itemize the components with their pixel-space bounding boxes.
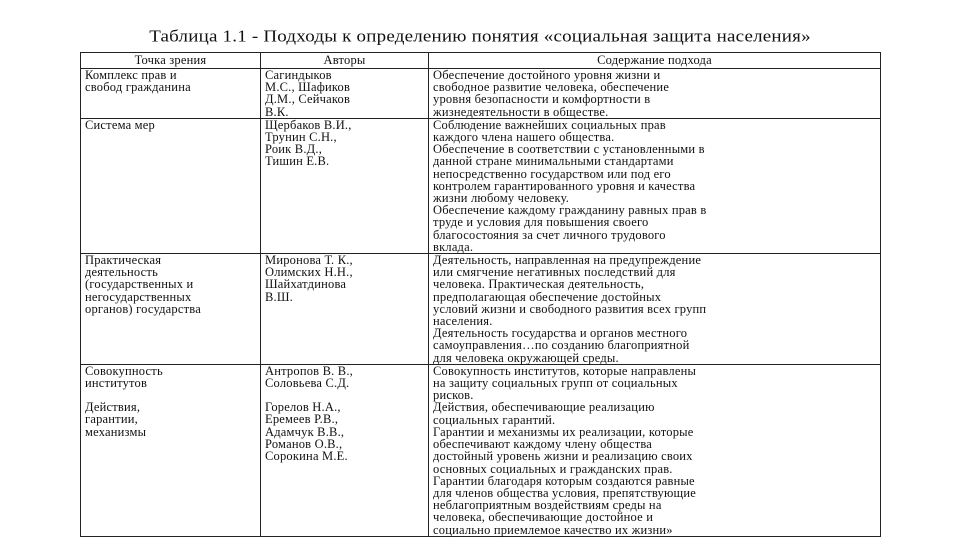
point-of-view-cell bbox=[81, 254, 261, 365]
cell-text-line: основных социальных и гражданских прав. bbox=[433, 461, 673, 476]
cell-text-line: предполагающая обеспечение достойных bbox=[433, 289, 662, 304]
cell-text-line: социально приемлемое качество их жизни» bbox=[433, 522, 673, 537]
table-row bbox=[81, 364, 881, 536]
cell-text-line: вклада. bbox=[433, 239, 474, 254]
cell-text-line: М.С., Шафиков bbox=[265, 80, 351, 95]
cell-text-line: Деятельность, направленная на предупреждение bbox=[433, 253, 702, 268]
cell-text-line: свобод гражданина bbox=[85, 80, 191, 95]
cell-text-line: уровня безопасности и комфортности в bbox=[433, 92, 651, 107]
cell-text-line: Д.М., Сейчаков bbox=[265, 92, 351, 107]
cell-text-line: Романов О.В., bbox=[265, 436, 343, 451]
cell-text-line: населения. bbox=[433, 314, 493, 329]
cell-text-line: Еремеев Р.В., bbox=[265, 412, 339, 427]
cell-text-line: Система мер bbox=[85, 117, 155, 132]
cell-text-line: социальных гарантий. bbox=[433, 412, 556, 427]
cell-text-line: В.К. bbox=[265, 104, 289, 119]
cell-text-line: Сорокина М.Е. bbox=[265, 449, 348, 464]
cell-text-line: Гарантии и механизмы их реализации, которые bbox=[433, 424, 694, 439]
content-cell bbox=[429, 364, 881, 536]
authors-cell bbox=[261, 69, 429, 119]
cell-text-line: негосударственных bbox=[85, 289, 192, 304]
cell-text-line: неблагоприятным воздействиям среды на bbox=[433, 498, 662, 513]
header-content: Содержание подхода bbox=[429, 53, 881, 69]
cell-text-line: Гарантии благодаря которым создаются равные bbox=[433, 473, 695, 488]
cell-text-line: органов) государства bbox=[85, 301, 201, 316]
approaches-table-container bbox=[80, 52, 880, 537]
cell-text-line: жизни любому человеку. bbox=[433, 191, 570, 206]
cell-text-line: Обеспечение каждому гражданину равных прав в bbox=[433, 203, 707, 218]
table-row bbox=[81, 118, 881, 253]
cell-text-line: жизнедеятельности в обществе. bbox=[433, 104, 609, 119]
cell-text-line: Адамчук В.В., bbox=[265, 424, 345, 439]
cell-text-line: благосостояния за счет личного трудового bbox=[433, 227, 666, 242]
content-cell bbox=[429, 254, 881, 365]
cell-text-line: для членов общества условия, препятствующие bbox=[433, 485, 696, 500]
table-title: Таблица 1.1 - Подходы к определению понятия «социальная защита населения» bbox=[149, 27, 811, 46]
cell-text-line: Тишин Е.В. bbox=[265, 154, 330, 169]
cell-text-line: Обеспечение в соответствии с установленными в bbox=[433, 142, 705, 157]
cell-text-line: Практическая bbox=[85, 253, 162, 268]
cell-text-line: на защиту социальных групп от социальных bbox=[433, 376, 678, 391]
cell-text-line: (государственных и bbox=[85, 277, 194, 292]
cell-text-line: каждого члена нашего общества. bbox=[433, 130, 615, 145]
cell-text-line: для человека окружающей среды. bbox=[433, 350, 619, 365]
cell-text-line: институтов bbox=[85, 376, 148, 391]
cell-text-line: Трунин С.Н., bbox=[265, 130, 337, 145]
cell-text-line: гарантии, bbox=[85, 412, 138, 427]
cell-text-line: Комплекс прав и bbox=[85, 68, 177, 82]
approaches-table bbox=[80, 52, 881, 537]
header-row bbox=[81, 53, 881, 69]
cell-text-line: Соблюдение важнейших социальных прав bbox=[433, 117, 666, 132]
point-of-view-cell bbox=[81, 69, 261, 119]
cell-text-line: рисков. bbox=[433, 388, 474, 403]
cell-text-line: самоуправления…по созданию благоприятной bbox=[433, 338, 690, 353]
cell-text-line: Совокупность bbox=[85, 363, 163, 378]
cell-text-line: условий жизни и свободного развития всех групп bbox=[433, 301, 707, 316]
content-cell bbox=[429, 69, 881, 119]
header-point-of-view: Точка зрения bbox=[81, 53, 261, 69]
authors-cell bbox=[261, 364, 429, 536]
cell-text-line: непосредственно государством или под его bbox=[433, 166, 671, 181]
cell-text-line: свободное развитие человека, обеспечение bbox=[433, 80, 670, 95]
authors-cell bbox=[261, 254, 429, 365]
cell-text-line: Миронова Т. К., bbox=[265, 253, 353, 268]
cell-text-line: механизмы bbox=[85, 424, 147, 439]
cell-text-line: Роик В.Д., bbox=[265, 142, 323, 157]
cell-text-line: Шайхатдинова bbox=[265, 277, 347, 292]
cell-text-line: Совокупность институтов, которые направлены bbox=[433, 363, 697, 378]
cell-text-line: Горелов Н.А., bbox=[265, 400, 341, 415]
cell-text-line: Антропов В. В., bbox=[265, 363, 353, 378]
cell-text-line: Действия, bbox=[85, 400, 141, 415]
cell-text-line: контролем гарантированного уровня и качества bbox=[433, 178, 696, 193]
table-row bbox=[81, 254, 881, 365]
authors-cell bbox=[261, 118, 429, 253]
cell-text-line: данной стране минимальными стандартами bbox=[433, 154, 674, 169]
cell-text-line: труде и условия для повышения своего bbox=[433, 215, 649, 230]
table-row bbox=[81, 69, 881, 119]
cell-text-line: Обеспечение достойного уровня жизни и bbox=[433, 68, 661, 82]
cell-text-line: Олимских Н.Н., bbox=[265, 265, 353, 280]
table-body bbox=[81, 69, 881, 537]
cell-text-line: обеспечивают каждому члену общества bbox=[433, 437, 653, 452]
cell-text-line: человека. Практическая деятельность, bbox=[433, 277, 645, 292]
cell-text-line: Соловьева С.Д. bbox=[265, 376, 350, 391]
cell-text-line: деятельность bbox=[85, 265, 158, 280]
cell-text-line: Деятельность государства и органов местного bbox=[433, 326, 688, 341]
cell-text-line: или смягчение негативных последствий для bbox=[433, 265, 676, 280]
header-authors: Авторы bbox=[261, 53, 429, 69]
point-of-view-cell bbox=[81, 364, 261, 536]
point-of-view-cell bbox=[81, 118, 261, 253]
cell-text-line: Сагиндыков bbox=[265, 68, 332, 82]
cell-text-line: Действия, обеспечивающие реализацию bbox=[433, 400, 655, 415]
content-cell bbox=[429, 118, 881, 253]
cell-text-line: достойный уровень жизни и реализацию своих bbox=[433, 449, 693, 464]
cell-text-line: человека, обеспечивающие достойное и bbox=[433, 510, 654, 525]
cell-text-line: В.Ш. bbox=[265, 289, 293, 304]
cell-text-line: Щербаков В.И., bbox=[265, 117, 352, 132]
